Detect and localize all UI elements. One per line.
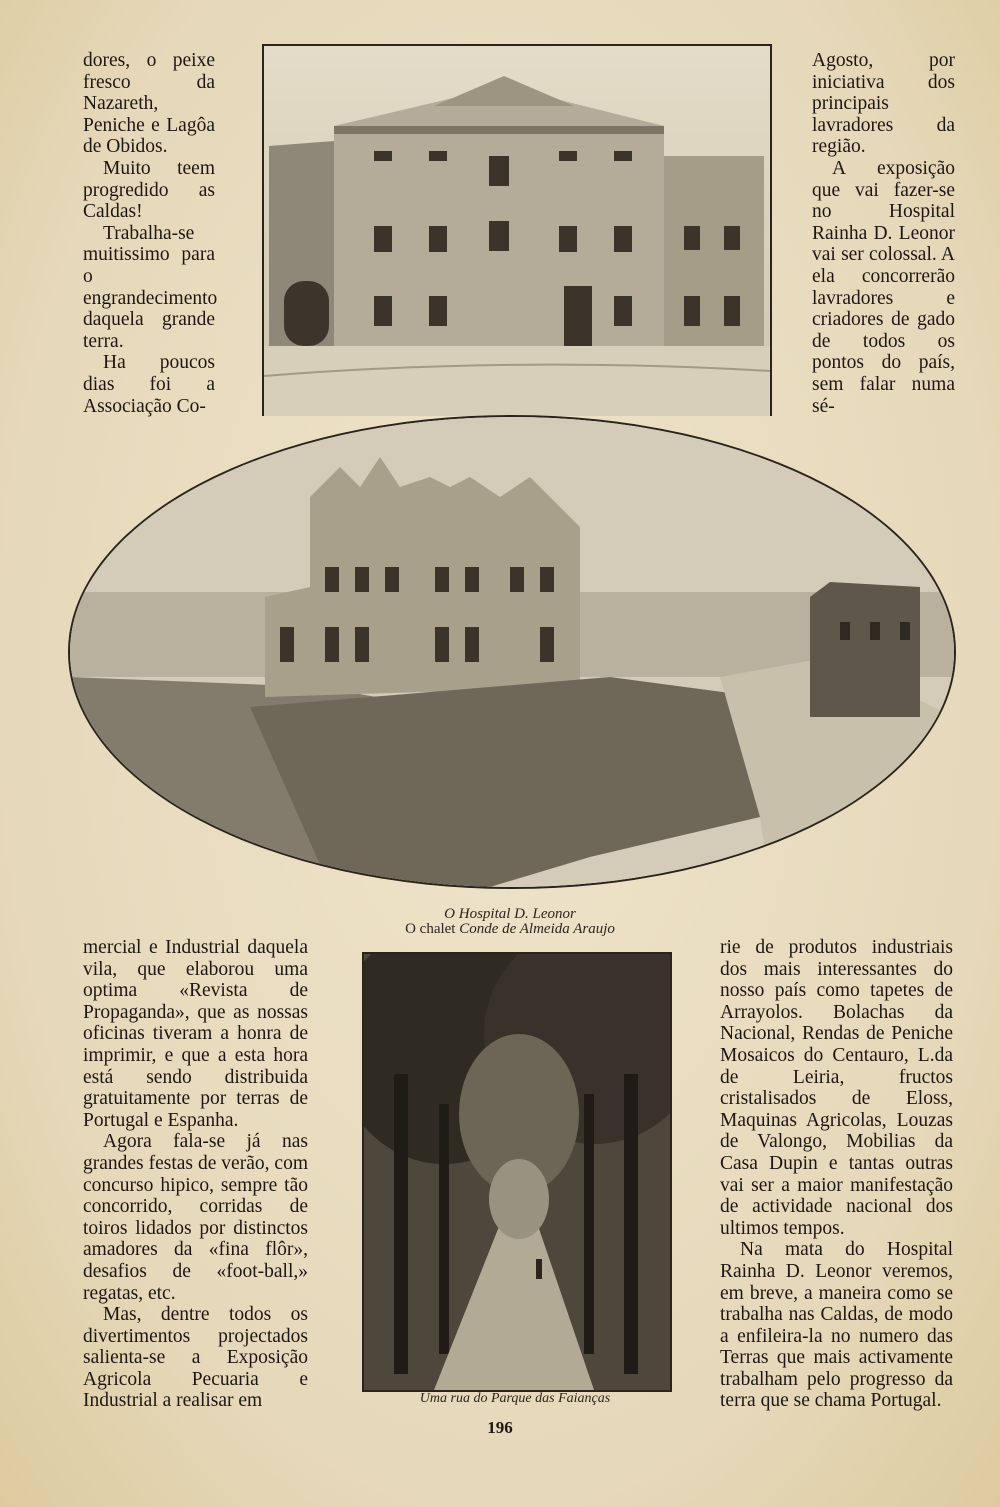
- text-column-top-left: [83, 50, 218, 417]
- paragraph: Mas, dentre todos os divertimentos projectados salienta-se a Exposição Agricola Pecuaria e Industrial a realisar em: [83, 1304, 308, 1412]
- paragraph: Na mata do Hospital Rainha D. Leonor veremos, em breve, a maneira como se trabalha nas Caldas, de modo a enfileira-la no numero das Terras que mais activamente trabalham pelo progresso da terra que se chama Portugal.: [720, 1239, 953, 1412]
- paragraph: rie de produtos industriais dos mais interessantes do nosso país como tapetes de Arrayolos. Bolachas da Nacional, Rendas de Peniche Mosaicos do Centauro, L.da de Leiria, fructos cristalisados de Eloss, Maquinas Agricolas, Louzas de Valongo, Mobilias da Casa Dupin e tantas outras vai ser a maior manifestação de actividade nacional dos ultimos tempos.: [720, 937, 953, 1239]
- paragraph: Agora fala-se já nas grandes festas de verão, com concurso hipico, sempre tão concorrido, corridas de toiros lidados por distinctos amadores da «fina flôr», desafios de «foot-ball,» regatas, etc.: [83, 1131, 308, 1304]
- hospital-illustration: [264, 46, 770, 416]
- paragraph: Agosto, por iniciativa dos principais lavradores da região.: [812, 50, 955, 158]
- page-number: 196: [487, 1418, 513, 1437]
- park-caption: Uma rua do Parque das Faianças: [419, 1391, 611, 1406]
- paragraph: mercial e Industrial daquela vila, que elaborou uma optima «Revista de Propaganda», que as nossas oficinas tiveram a honra de imprimir, e que a esta hora está sendo distribuida gratuitamente por terras de Portugal e Espanha.: [83, 937, 308, 1131]
- paragraph: dores, o peixe fresco da Nazareth, Peniche e Lagôa de Obidos.: [83, 50, 215, 158]
- park-photo: [362, 952, 672, 1392]
- chalet-illustration: [70, 417, 954, 887]
- chalet-photo: [68, 415, 956, 889]
- paragraph: A exposição que vai fazer-se no Hospital Rainha D. Leonor vai ser colossal. A ela concorrerão lavradores e criadores de gado de todos os pontos do país, sem falar numa sé-: [812, 157, 955, 417]
- chalet-caption: O chalet Conde de Almeida Araujo: [405, 921, 615, 937]
- hospital-photo: [262, 44, 772, 416]
- paragraph: Trabalha-se muitissimo para o engrandecimento daquela grande terra.: [83, 222, 218, 352]
- paragraph: Ha poucos dias foi a Associação Co-: [83, 352, 215, 417]
- text-column-bottom-right: [720, 937, 953, 1412]
- paragraph: Muito teem progredido as Caldas!: [83, 157, 215, 223]
- park-illustration: [364, 954, 670, 1390]
- text-column-bottom-left: [83, 937, 308, 1412]
- text-column-top-right: [812, 50, 955, 417]
- hospital-caption: O Hospital D. Leonor: [444, 906, 576, 922]
